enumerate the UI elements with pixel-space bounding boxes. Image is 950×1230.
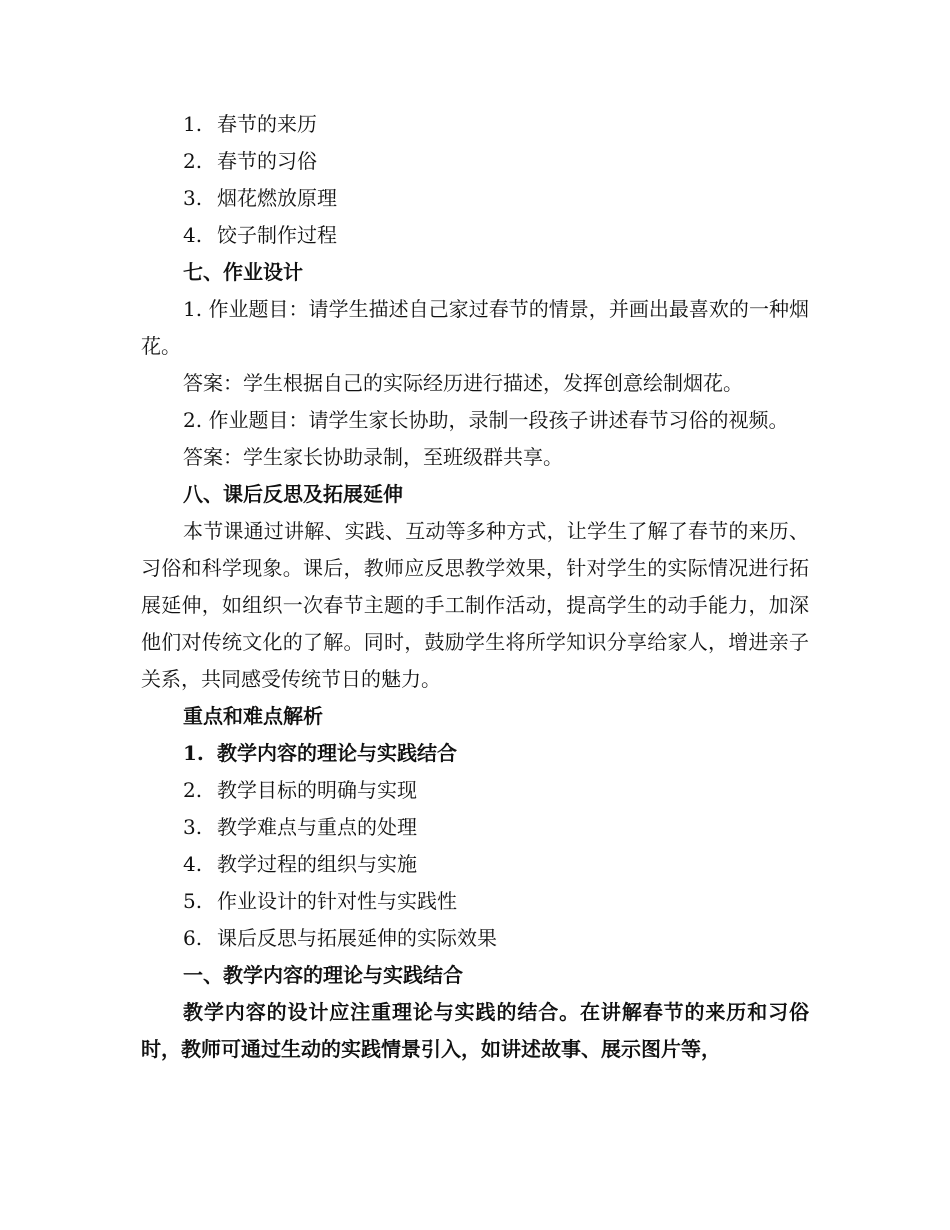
- list-item: [141, 143, 809, 180]
- list-number: 6.: [183, 926, 203, 950]
- list-text: 课后反思与拓展延伸的实际效果: [217, 926, 497, 950]
- list-number: 5.: [183, 889, 203, 913]
- document-body: [141, 106, 809, 1068]
- section-heading: 七、作业设计: [183, 260, 303, 284]
- list-item: [141, 735, 809, 772]
- list-item: [141, 106, 809, 143]
- list-text: 春节的来历: [217, 112, 317, 136]
- list-number: 4.: [183, 852, 203, 876]
- list-number: 3.: [183, 815, 203, 839]
- homework-question: 2. 作业题目：请学生家长协助，录制一段孩子讲述春节习俗的视频。: [183, 408, 789, 432]
- list-text: 教学难点与重点的处理: [217, 815, 417, 839]
- homework-answer: 答案：学生根据自己的实际经历进行描述，发挥创意绘制烟花。: [183, 371, 743, 395]
- list-text: 教学过程的组织与实施: [217, 852, 417, 876]
- list-number: 4.: [183, 223, 203, 247]
- list-number: 2.: [183, 778, 203, 802]
- section-heading: 八、课后反思及拓展延伸: [183, 482, 403, 506]
- list-item: [141, 180, 809, 217]
- list-item: [141, 217, 809, 254]
- list-item: [141, 846, 809, 883]
- section-heading: 重点和难点解析: [183, 704, 323, 728]
- list-number: 3.: [183, 186, 203, 210]
- list-text: 春节的习俗: [217, 149, 317, 173]
- list-text: 烟花燃放原理: [217, 186, 337, 210]
- list-number: 1.: [183, 112, 203, 136]
- list-text: 教学内容的理论与实践结合: [217, 741, 457, 765]
- list-text: 教学目标的明确与实现: [217, 778, 417, 802]
- list-item: [141, 920, 809, 957]
- list-text: 作业设计的针对性与实践性: [217, 889, 457, 913]
- body-paragraph: 教学内容的设计应注重理论与实践的结合。在讲解春节的来历和习俗时，教师可通过生动的实践情景引入，如讲述故事、展示图片等，: [141, 1000, 809, 1061]
- body-paragraph: 本节课通过讲解、实践、互动等多种方式，让学生了解了春节的来历、习俗和科学现象。课后，教师应反思教学效果，针对学生的实际情况进行拓展延伸，如组织一次春节主题的手工制作活动，提高学生的动手能力，加深他们对传统文化的了解。同时，鼓励学生将所学知识分享给家人，增进亲子关系，共同感受传统节日的魅力。: [141, 519, 809, 691]
- list-item: [141, 809, 809, 846]
- list-item: [141, 883, 809, 920]
- section-heading: 一、教学内容的理论与实践结合: [183, 963, 463, 987]
- list-text: 饺子制作过程: [217, 223, 337, 247]
- list-item: [141, 772, 809, 809]
- homework-question: 1. 作业题目：请学生描述自己家过春节的情景，并画出最喜欢的一种烟花。: [141, 297, 809, 358]
- homework-answer: 答案：学生家长协助录制，至班级群共享。: [183, 445, 563, 469]
- list-number: 1.: [183, 741, 204, 765]
- list-number: 2.: [183, 149, 203, 173]
